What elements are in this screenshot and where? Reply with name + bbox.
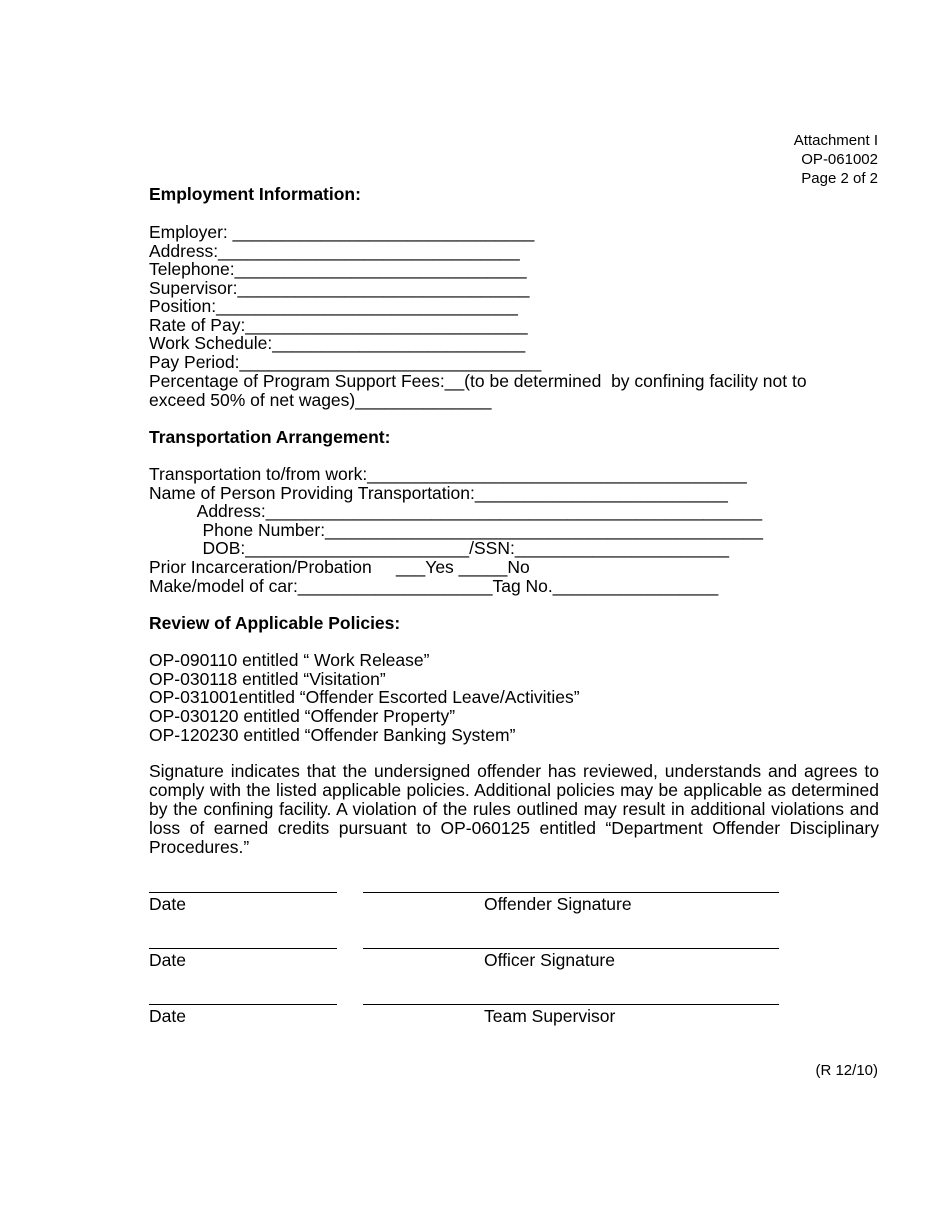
driver-name-field[interactable]: Name of Person Providing Transportation:__________________________ [149,483,728,503]
policy-item: OP-120230 entitled “Offender Banking System” [149,725,516,745]
signature-statement: Signature indicates that the undersigned offender has reviewed, understands and agrees to comply with the listed applicable policies. Additional policies may be applicable as determined by the confining facility. A violation of the rules outlined may result in additional violations and loss of earned credits pursuant to OP-060125 entitled “Department Offender Disciplinary Procedures.” [149,761,879,857]
date-label: Date [149,950,186,970]
policy-item: OP-030120 entitled “Offender Property” [149,706,456,726]
employment-heading: Employment Information: [149,184,361,204]
policy-item: OP-031001entitled “Offender Escorted Leave/Activities” [149,687,580,707]
signature-label: Offender Signature [484,894,632,914]
team-supervisor-signature-block [149,992,879,1032]
pay-period-field[interactable]: Pay Period:_______________________________ [149,352,542,372]
signature-line[interactable] [363,992,779,1005]
op-number: OP-061002 [801,151,878,168]
revision-code: (R 12/10) [815,1062,878,1079]
page-number: Page 2 of 2 [801,170,878,187]
officer-signature-block [149,936,879,976]
transportation-field[interactable]: Transportation to/from work:_______________________________________ [149,464,747,484]
attachment-label: Attachment I [793,132,878,149]
work-schedule-field[interactable]: Work Schedule:__________________________ [149,333,526,353]
rate-of-pay-field[interactable]: Rate of Pay:_____________________________ [149,315,528,335]
policy-item: OP-030118 entitled “Visitation” [149,669,386,689]
date-line[interactable] [149,936,337,949]
driver-dob-ssn-field[interactable]: DOB:_______________________/SSN:______________________ [149,538,729,558]
signature-line[interactable] [363,880,779,893]
car-tag-field[interactable]: Make/model of car:____________________Tag No._________________ [149,576,719,596]
address-field[interactable]: Address:_______________________________ [149,241,520,261]
date-label: Date [149,1006,186,1026]
signature-label: Team Supervisor [484,1006,616,1026]
supervisor-field[interactable]: Supervisor:______________________________ [149,278,530,298]
offender-signature-block [149,880,879,920]
date-line[interactable] [149,992,337,1005]
policy-item: OP-090110 entitled “ Work Release” [149,650,430,670]
driver-address-field[interactable]: Address:___________________________________________________ [149,501,763,521]
driver-phone-field[interactable]: Phone Number:_____________________________________________ [149,520,764,540]
date-line[interactable] [149,880,337,893]
fees-field-line1[interactable]: Percentage of Program Support Fees:__(to be determined by confining facility not to [149,371,807,391]
position-field[interactable]: Position:_______________________________ [149,296,518,316]
prior-incarceration-field[interactable]: Prior Incarceration/Probation ___Yes _____No [149,557,530,577]
signature-label: Officer Signature [484,950,615,970]
date-label: Date [149,894,186,914]
telephone-field[interactable]: Telephone:______________________________ [149,259,527,279]
document-header [794,131,878,188]
policies-heading: Review of Applicable Policies: [149,613,401,633]
employer-field[interactable]: Employer: _______________________________ [149,222,535,242]
fees-field-line2[interactable]: exceed 50% of net wages)______________ [149,390,492,410]
transportation-heading: Transportation Arrangement: [149,427,391,447]
signature-line[interactable] [363,936,779,949]
